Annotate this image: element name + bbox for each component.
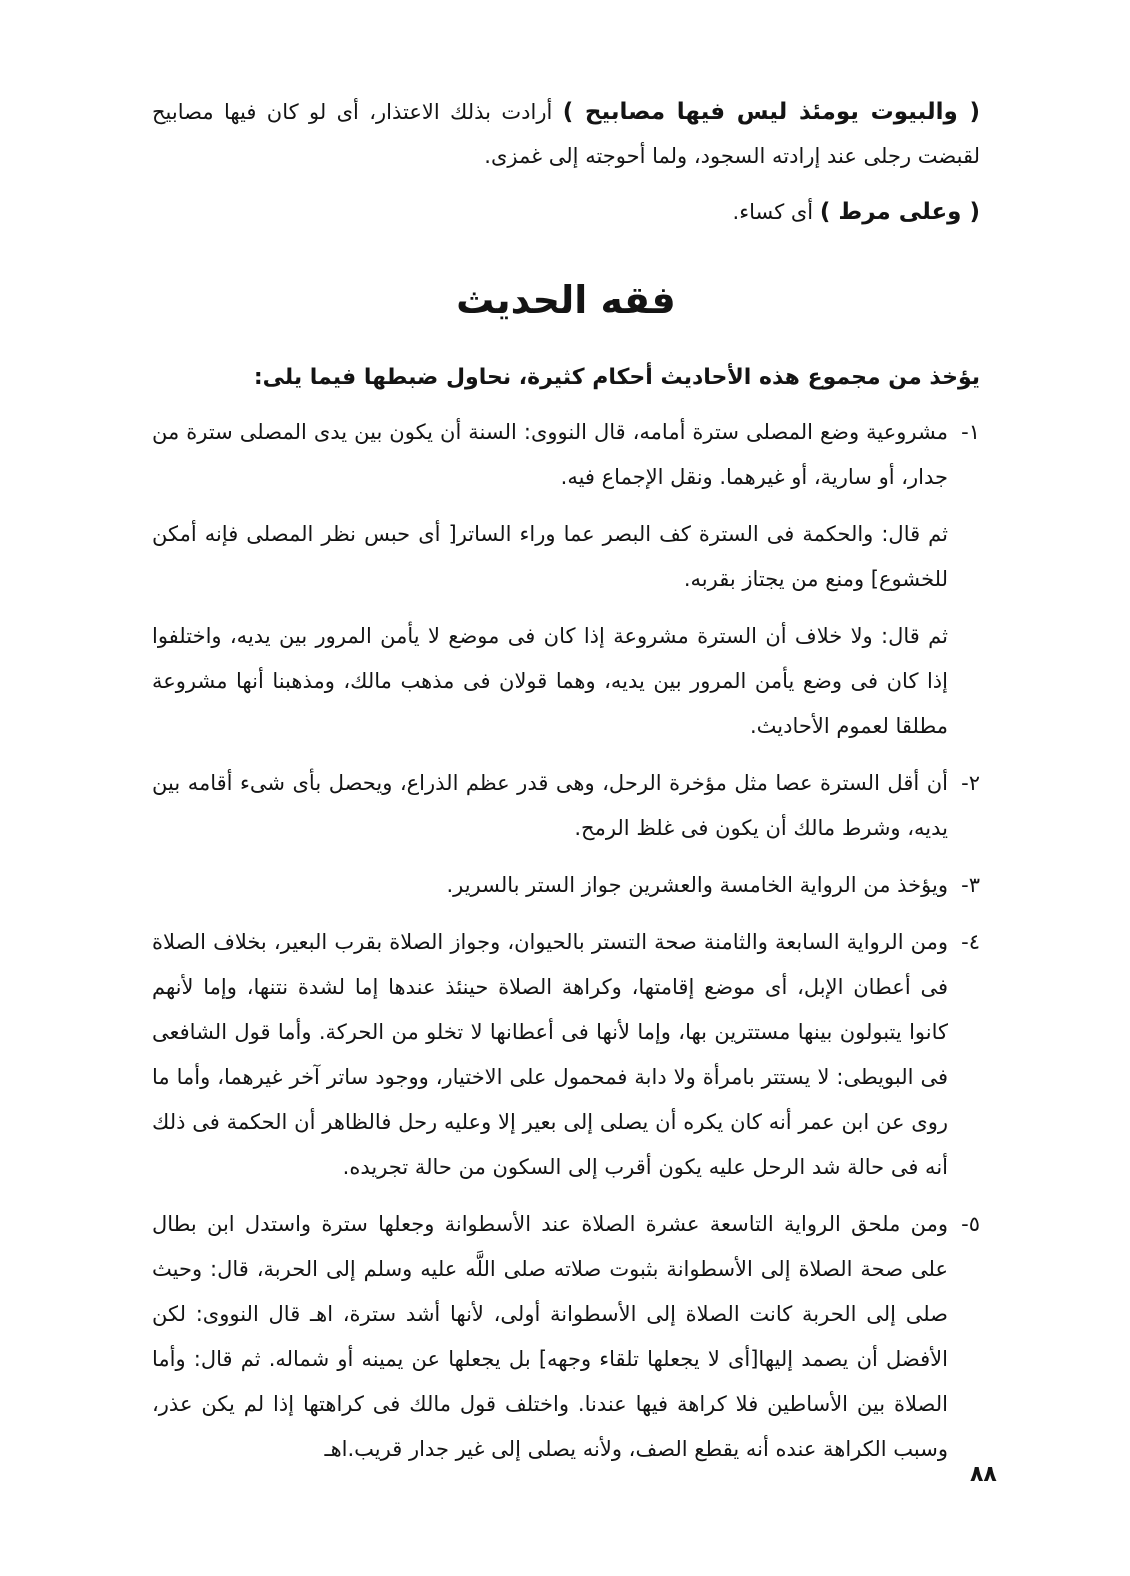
item-text: ومن الرواية السابعة والثامنة صحة التستر بالحيوان، وجواز الصلاة بقرب البعير، بخلاف الصلاة فى أعطان الإبل، أى موضع إقامتها، وكراهة الصلاة حينئذ عندها إما لشدة نتنها، وإما لأنهم كانوا يتبولون بينها مستترين بها، وإما لأنها فى أعطانها لا تخلو من الحركة. وأما قول الشافعى فى البويطى: لا يستتر بامرأة ولا دابة فمحمول على الاختيار، ووجود ساتر آخر غيرهما، وأما ما روى عن ابن عمر أنه كان يكره أن يصلى إلى بعير إلا وعليه رحل فالظاهر أن الحكمة فى ذلك أنه فى حالة شد الرحل عليه يكون أقرب إلى السكون من حالة تجريده. [152,930,948,1179]
item-text: مشروعية وضع المصلى سترة أمامه، قال النووى: السنة أن يكون بين يدى المصلى سترة من جدار، أو سارية، أو غيرهما. ونقل الإجماع فيه. [152,420,948,489]
item-number: ٣- [961,873,980,897]
item-text: ثم قال: ولا خلاف أن السترة مشروعة إذا كان فى موضع لا يأمن المرور بين يديه، واختلفوا إذا كان فى وضع يأمن المرور بين يديه، وهما قولان فى مذهب مالك، ومذهبنا أنها مشروعة مطلقا لعموم الأحاديث. [152,624,948,738]
rule-item-1-continuation-b [152,614,980,749]
section-heading: فقه الحديث [456,278,676,322]
item-number: ٥- [961,1212,980,1236]
item-number: ٢- [961,771,980,795]
page-body [152,90,980,1484]
item-text: ثم قال: والحكمة فى السترة كف البصر عما وراء الساتر[ أى حبس نظر المصلى فإنه أمكن للخشوع] ومنع من يجتاز بقربه. [152,522,948,591]
gloss-2-text: أى كساء. [732,200,814,224]
gloss-2 [152,190,980,234]
gloss-1-text: أرادت بذلك الاعتذار، أى لو كان فيها مصابيح لقبضت رجلى عند إرادته السجود، ولما أحوجته إلى غمزى. [152,100,980,168]
item-number: ١- [961,420,980,444]
rule-item-5 [152,1202,980,1472]
item-text: ويؤخذ من الرواية الخامسة والعشرين جواز الستر بالسرير. [446,873,948,897]
gloss-1-term: ( والبيوت يومئذ ليس فيها مصابيح ) [562,99,980,125]
gloss-2-term: ( وعلى مرط ) [819,199,980,225]
rule-item-1 [152,410,980,500]
item-number: ٤- [961,930,980,954]
gloss-1 [152,90,980,178]
rule-item-3 [152,863,980,908]
item-text: ومن ملحق الرواية التاسعة عشرة الصلاة عند الأسطوانة وجعلها سترة واستدل ابن بطال على صحة الصلاة إلى الأسطوانة بثبوت صلاته صلى اللَّه عليه وسلم إلى الحربة، قال: وحيث صلى إلى الحربة كانت الصلاة إلى الأسطوانة أولى، لأنها أشد سترة، اهـ قال النووى: لكن الأفضل أن يصمد إليها[أى لا يجعلها تلقاء وجهه] بل يجعلها عن يمينه أو شماله. ثم قال: وأما الصلاة بين الأساطين فلا كراهة فيها عندنا. واختلف قول مالك فى كراهتها إذا لم يكن عذر، وسبب الكراهة عنده أنه يقطع الصف، ولأنه يصلى إلى غير جدار قريب.اهـ [152,1212,948,1461]
item-text: أن أقل السترة عصا مثل مؤخرة الرحل، وهى قدر عظم الذراع، ويحصل بأى شىء أقامه بين يديه، وشرط مالك أن يكون فى غلظ الرمح. [152,771,948,840]
rule-item-2 [152,761,980,851]
page-number: ٨٨ [970,1462,997,1487]
rule-item-1-continuation-a [152,512,980,602]
rule-item-4 [152,920,980,1190]
intro-line: يؤخذ من مجموع هذه الأحاديث أحكام كثيرة، نحاول ضبطها فيما يلى: [253,365,980,390]
